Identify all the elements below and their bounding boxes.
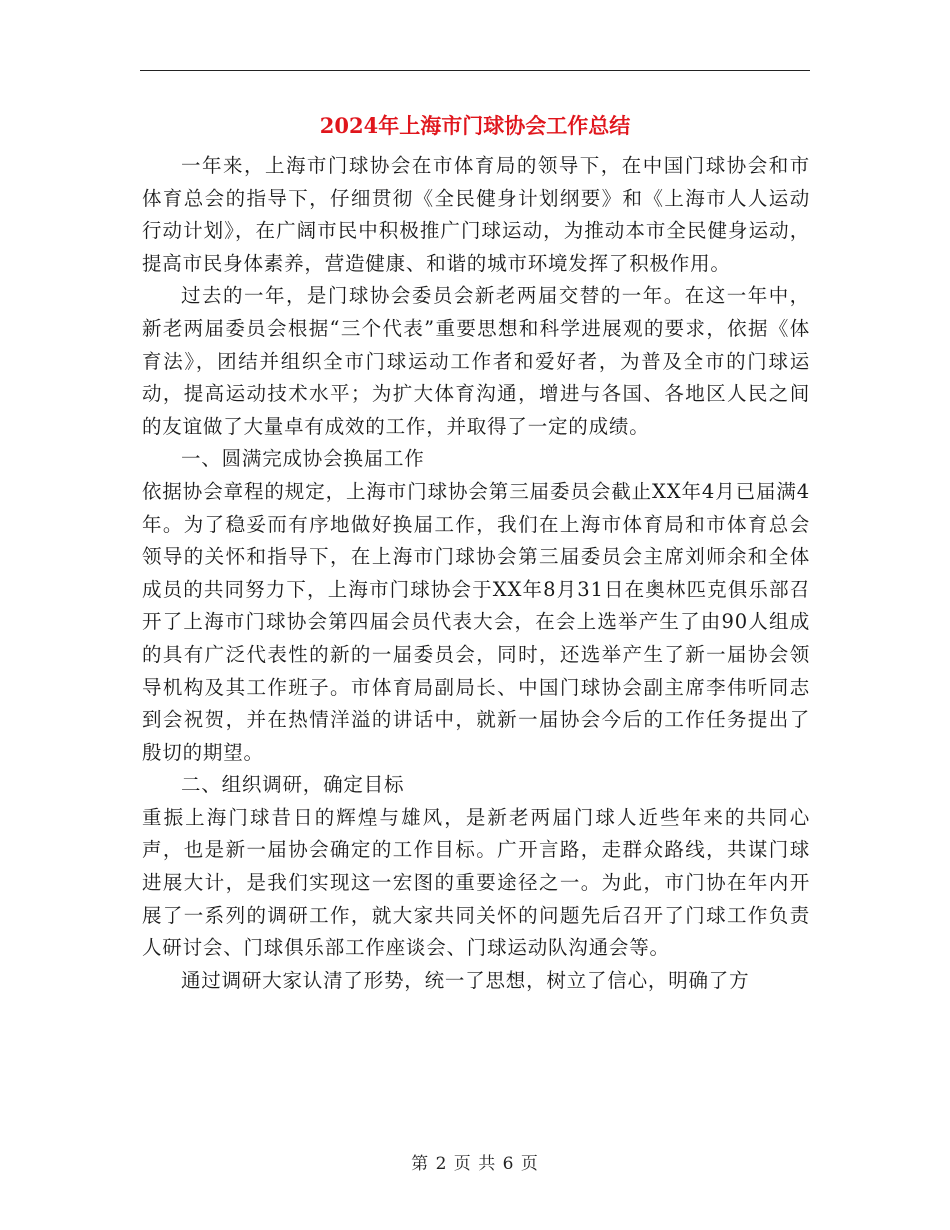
paragraph-research: 重振上海门球昔日的辉煌与雄风，是新老两届门球人近些年来的共同心声，也是新一届协会确定的工作目标。广开言路，走群众路线，共谋门球进展大计，是我们实现这一宏图的重要途径之一。为此，市门协在年内开展了一系列的调研工作，就大家共同关怀的问题先后召开了门球工作负责人研讨会、门球俱乐部工作座谈会、门球运动队沟通会等。	[142, 805, 810, 960]
paragraph-intro: 一年来，上海市门球协会在市体育局的领导下，在中国门球协会和市体育总会的指导下，仔细贯彻《全民健身计划纲要》和《上海市人人运动行动计划》，在广阔市民中积极推广门球运动，为推动本市全民健身运动，提高市民身体素养，营造健康、和谐的城市环境发挥了积极作用。	[142, 154, 810, 275]
section-heading-2: 二、组织调研，确定目标	[181, 773, 405, 797]
document-body	[142, 150, 810, 997]
paragraph-conclusion: 通过调研大家认清了形势，统一了思想，树立了信心，明确了方	[181, 968, 750, 992]
page-number: 第 2 页 共 6 页	[411, 1154, 539, 1174]
section-heading-1: 一、圆满完成协会换届工作	[181, 447, 425, 471]
header-rule	[140, 70, 810, 71]
paragraph-past-year: 过去的一年，是门球协会委员会新老两届交替的一年。在这一年中，新老两届委员会根据“三个代表”重要思想和科学进展观的要求，依据《体育法》，团结并组织全市门球运动工作者和爱好者，为普及全市的门球运动，提高运动技术水平；为扩大体育沟通，增进与各国、各地区人民之间的友谊做了大量卓有成效的工作，并取得了一定的成绩。	[142, 284, 810, 438]
paragraph-election: 依据协会章程的规定，上海市门球协会第三届委员会截止XX年4月已届满4年。为了稳妥而有序地做好换届工作，我们在上海市体育局和市体育总会领导的关怀和指导下，在上海市门球协会第三届委员会主席刘师余和全体成员的共同努力下，上海市门球协会于XX年8月31日在奥林匹克俱乐部召开了上海市门球协会第四届会员代表大会，在会上选举产生了由90人组成的具有广泛代表性的新的一届委员会，同时，还选举产生了新一届协会领导机构及其工作班子。市体育局副局长、中国门球协会副主席李伟听同志到会祝贺，并在热情洋溢的讲话中，就新一届协会今后的工作任务提出了殷切的期望。	[142, 479, 810, 764]
document-title: 2024年上海市门球协会工作总结	[319, 113, 631, 138]
